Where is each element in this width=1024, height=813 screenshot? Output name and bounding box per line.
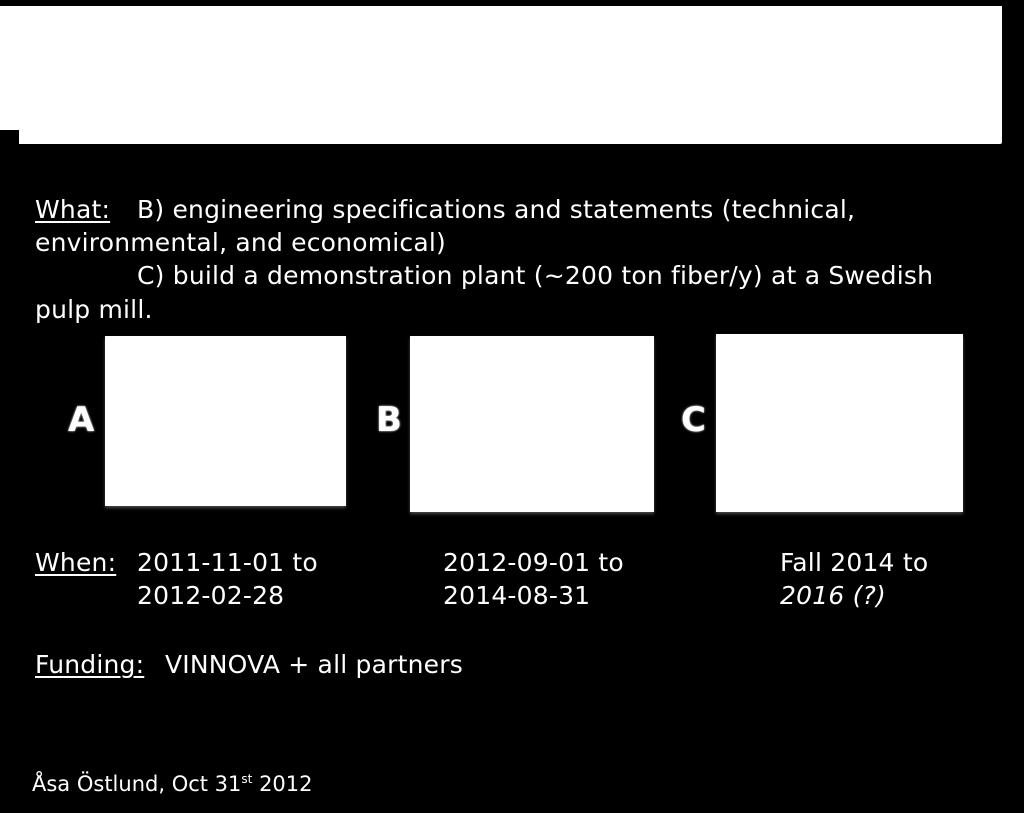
phase-c-image [716,334,963,512]
footer-ordinal: st [241,772,253,786]
what-line-4: pulp mill. [35,295,153,324]
footer-author-date [32,772,313,796]
phase-letter-a: A [68,400,95,440]
header-notch [0,130,19,146]
when-b-end: 2014-08-31 [443,581,591,610]
when-label: When: [35,548,117,577]
funding-label: Funding: [35,650,145,679]
what-line-2: environmental, and economical) [35,228,446,257]
what-line-3: C) build a demonstration plant (~200 ton fiber/y) at a Swedish [137,261,934,290]
funding-value: VINNOVA + all partners [165,650,463,679]
phase-letter-c: C [681,400,706,440]
phase-a-image [105,336,346,506]
phase-b-image [410,336,654,512]
when-a-end: 2012-02-28 [137,581,285,610]
when-b-start: 2012-09-01 to [443,548,624,577]
footer-author: Åsa Östlund, Oct 31 [32,772,242,796]
what-label: What: [35,195,111,224]
what-line-1: B) engineering specifications and statements (technical, [137,195,856,224]
header-banner [0,6,1002,144]
footer-year: 2012 [259,772,313,796]
when-a-start: 2011-11-01 to [137,548,318,577]
when-c-end: 2016 (?) [780,581,886,610]
phase-letter-b: B [376,400,402,440]
when-c-start: Fall 2014 to [780,548,929,577]
